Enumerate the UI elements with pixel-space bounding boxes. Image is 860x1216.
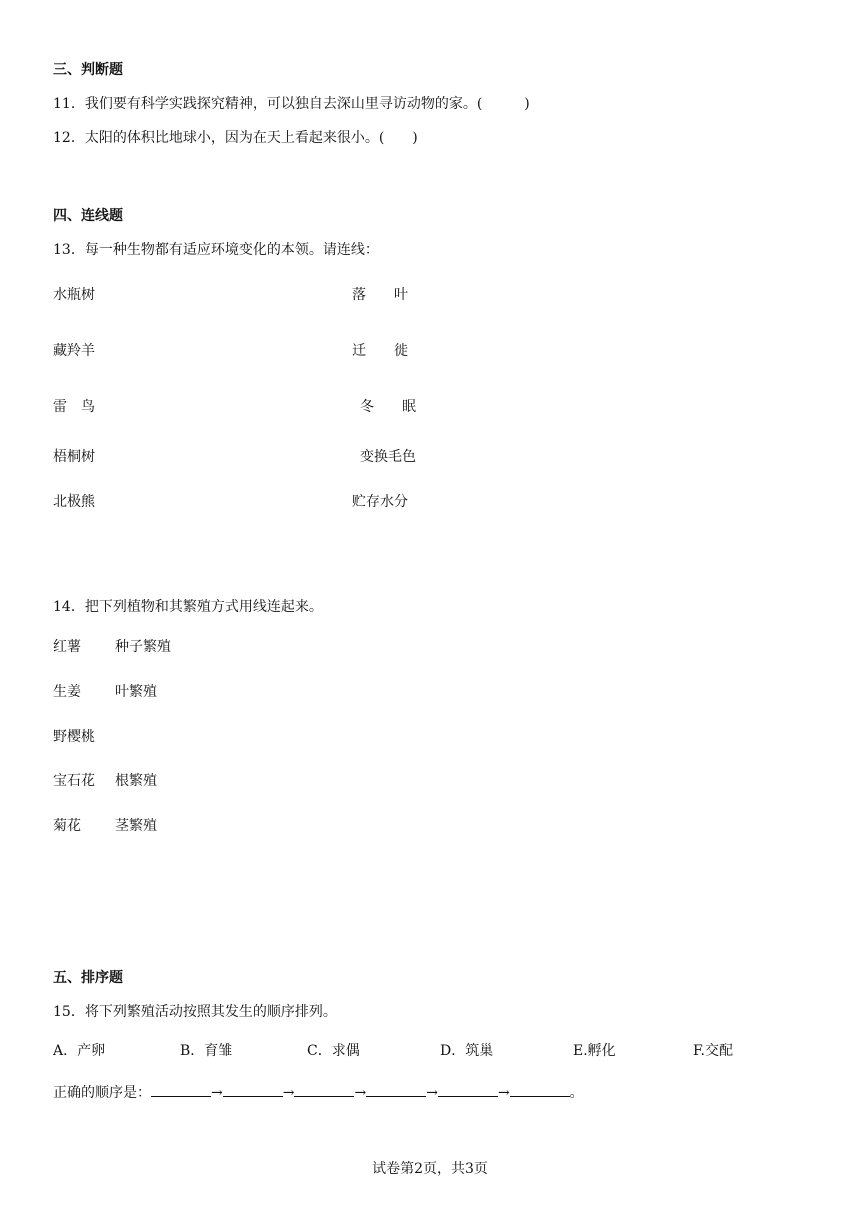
q14-left-item: 生姜 — [53, 684, 81, 700]
section-heading-matching: 四、连线题 — [53, 208, 123, 224]
q13-right-item: 贮存水分 — [352, 494, 408, 510]
q14-right-item: 叶繁殖 — [115, 684, 157, 700]
arrow: → — [211, 1085, 223, 1101]
arrow: → — [282, 1085, 295, 1101]
option-d: D．筑巢 — [440, 1043, 494, 1059]
q14-right-item: 茎繁殖 — [115, 818, 157, 834]
q14-left-item: 宝石花 — [53, 773, 95, 789]
option-f: F.交配 — [693, 1043, 733, 1059]
q13-left-item: 北极熊 — [53, 494, 95, 510]
option-c: C．求偶 — [307, 1043, 360, 1059]
q14-right-item: 根繁殖 — [115, 773, 157, 789]
option-b: B．育雏 — [180, 1043, 233, 1059]
q14-left-item: 菊花 — [53, 818, 81, 834]
answer-blank-6[interactable] — [510, 1082, 570, 1097]
answer-blank-2[interactable] — [223, 1082, 283, 1097]
answer-blank-4[interactable] — [366, 1082, 426, 1097]
option-e: E.孵化 — [573, 1043, 616, 1059]
q13-left-item: 水瓶树 — [53, 287, 95, 303]
question-11: 11．我们要有科学实践探究精神，可以独自去深山里寻访动物的家。( ) — [53, 96, 530, 112]
q13-right-item: 冬 眠 — [360, 399, 416, 415]
arrow: → — [354, 1085, 367, 1101]
section-heading-ordering: 五、排序题 — [53, 970, 123, 986]
question-15: 15．将下列繁殖活动按照其发生的顺序排列。 — [53, 1004, 337, 1020]
answer-blank-5[interactable] — [438, 1082, 498, 1097]
q14-left-item: 野樱桃 — [53, 729, 95, 745]
answer-end: 。 — [569, 1085, 584, 1101]
question-13: 13．每一种生物都有适应环境变化的本领。请连线： — [53, 242, 379, 258]
q13-left-item: 梧桐树 — [53, 449, 95, 465]
question-12: 12．太阳的体积比地球小，因为在天上看起来很小。( ) — [53, 130, 418, 146]
answer-blank-1[interactable] — [151, 1082, 211, 1097]
q13-right-item: 迁 徙 — [352, 343, 408, 359]
q13-left-item: 雷 鸟 — [53, 399, 95, 415]
arrow: → — [426, 1085, 438, 1101]
q13-left-item: 藏羚羊 — [53, 343, 95, 359]
answer-line — [53, 1082, 584, 1102]
answer-blank-3[interactable] — [294, 1082, 354, 1097]
section-heading-judgment: 三、判断题 — [53, 62, 123, 78]
arrow: → — [497, 1085, 510, 1101]
q14-left-item: 红薯 — [53, 639, 81, 655]
q13-right-item: 落 叶 — [352, 287, 408, 303]
question-14: 14．把下列植物和其繁殖方式用线连起来。 — [53, 599, 323, 615]
q14-right-item: 种子繁殖 — [115, 639, 171, 655]
page-footer: 试卷第2页，共3页 — [372, 1161, 488, 1177]
option-a: A．产卵 — [53, 1043, 106, 1059]
q13-right-item: 变换毛色 — [360, 449, 416, 465]
answer-prefix: 正确的顺序是： — [53, 1085, 151, 1101]
